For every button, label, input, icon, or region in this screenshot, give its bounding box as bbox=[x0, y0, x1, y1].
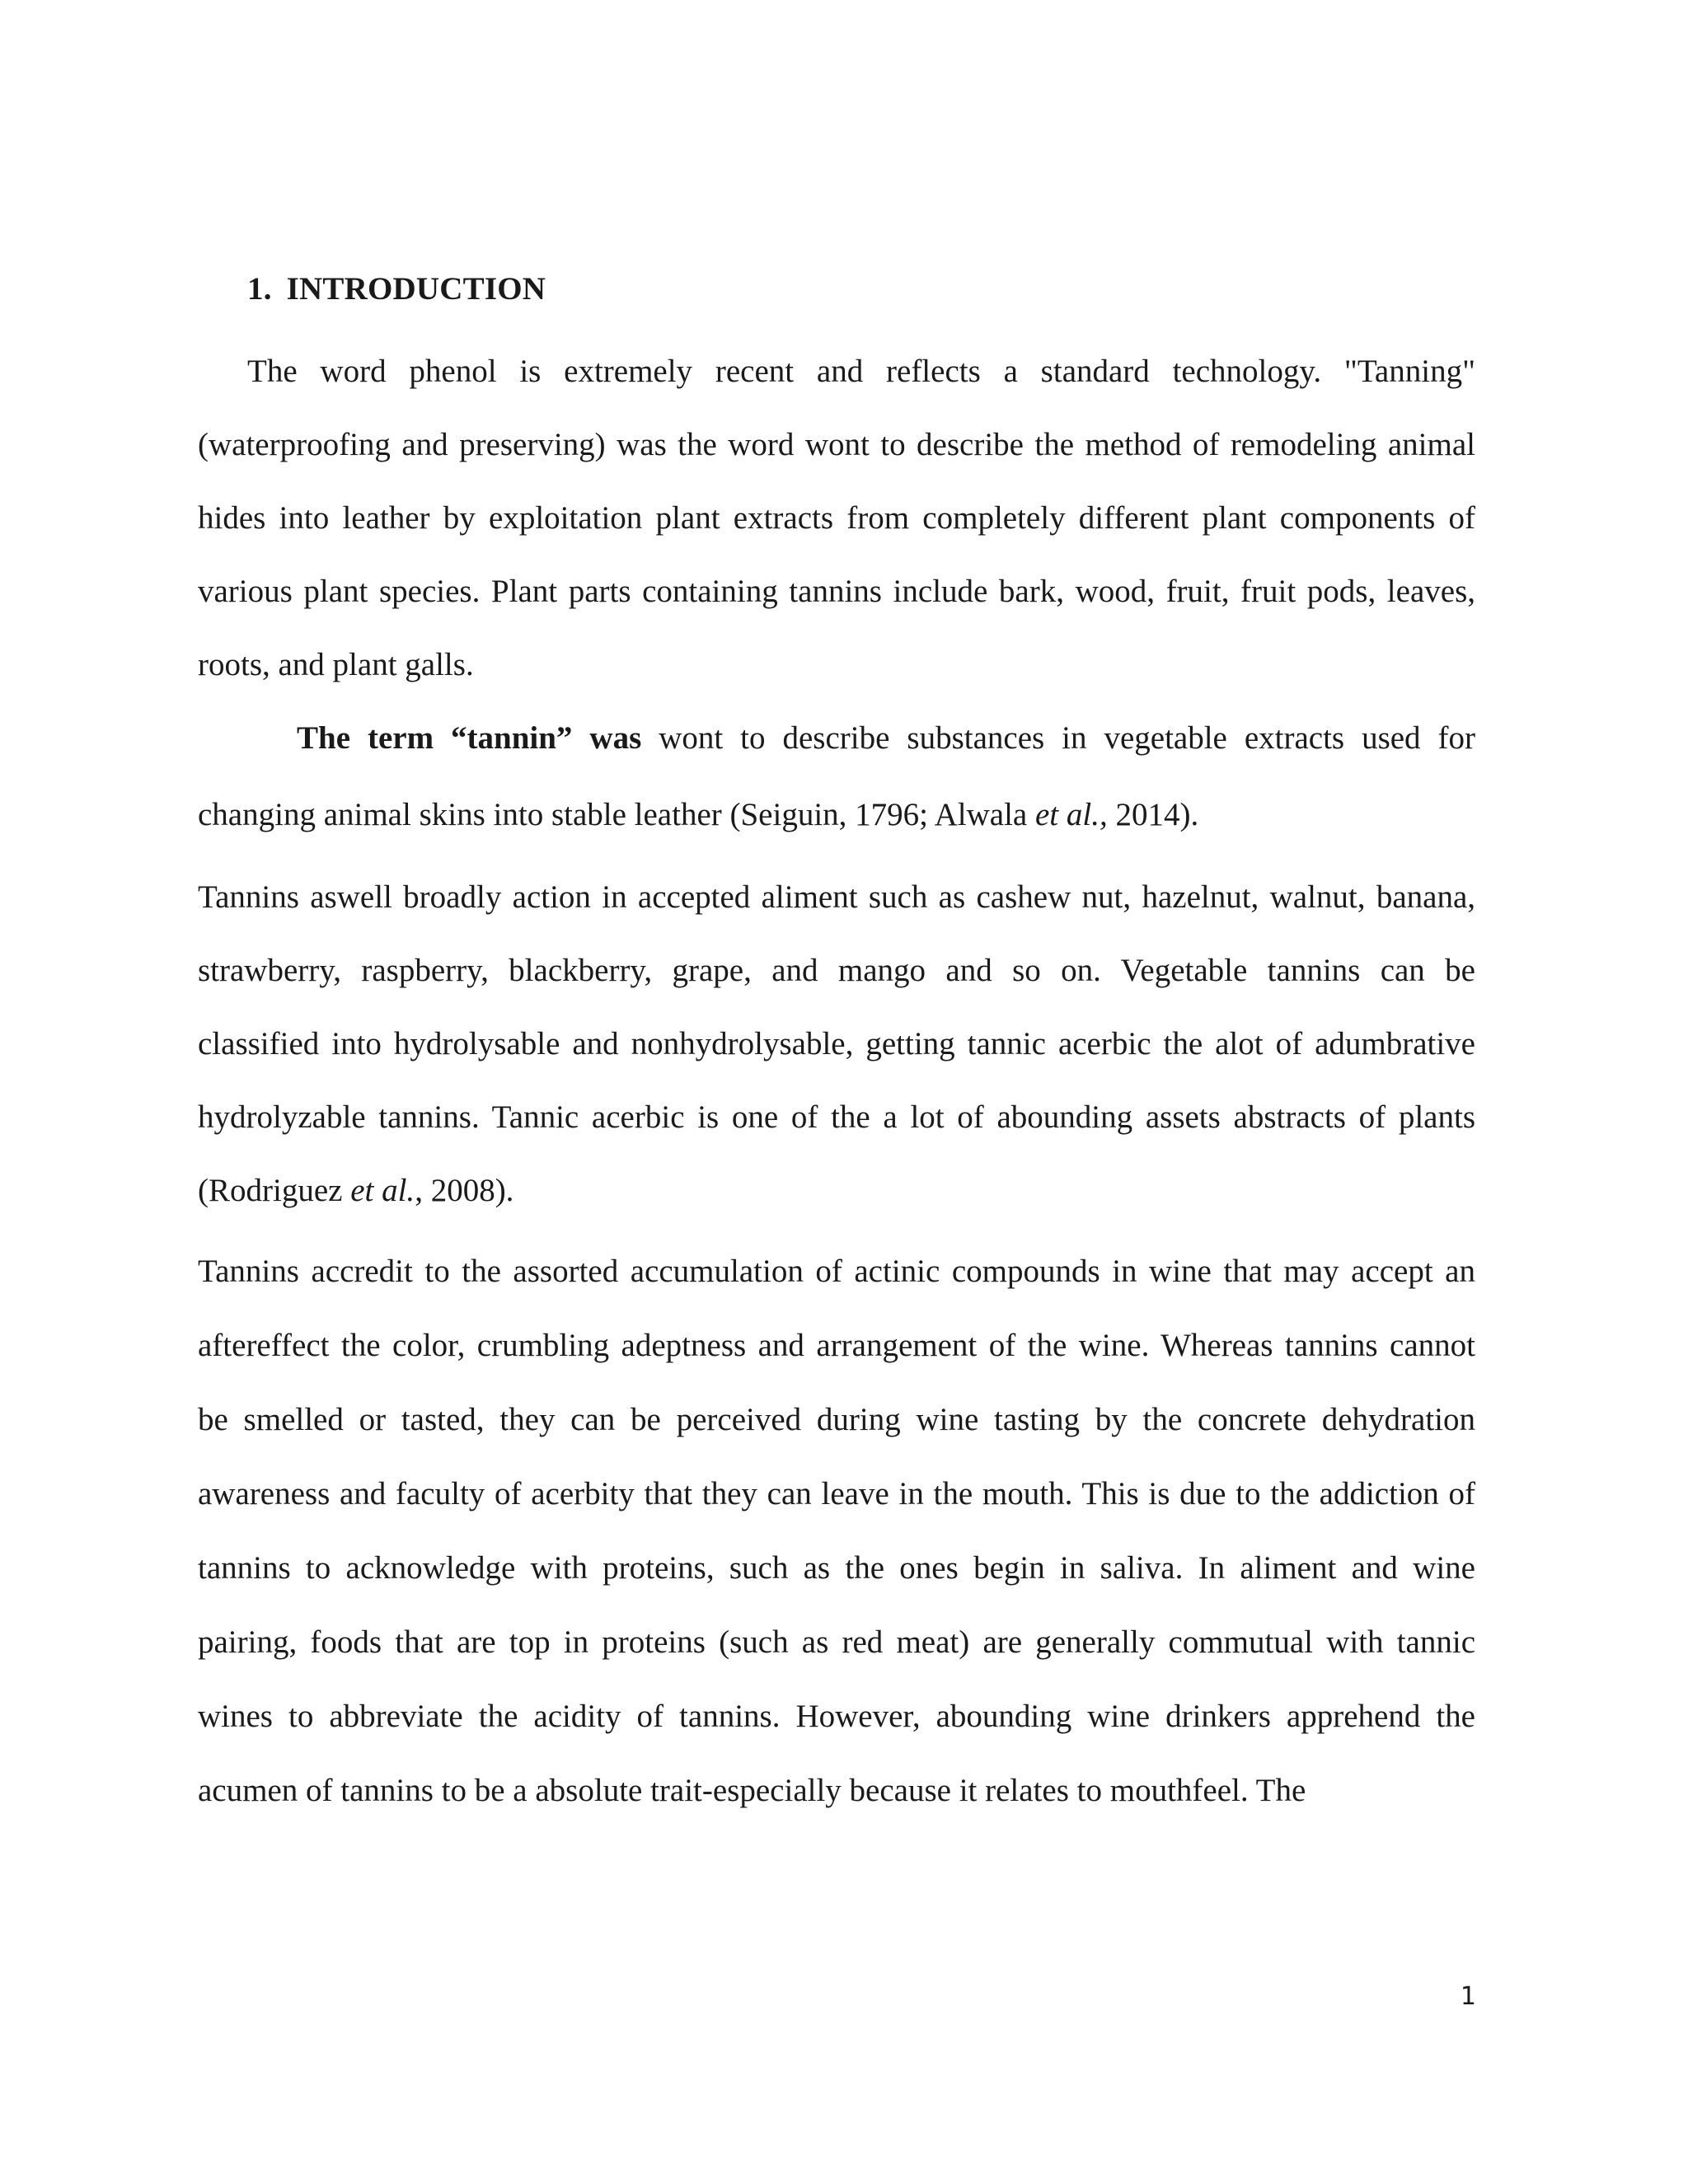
paragraph-1-line-4: various plant species. Plant parts containing tannins include bark, wood, fruit, fruit pods, leaves, bbox=[198, 574, 1475, 609]
paragraph-3-line-1: Tannins aswell broadly action in accepted aliment such as cashew nut, hazelnut, walnut, banana, bbox=[198, 879, 1475, 915]
paragraph-4-line-5: tannins to acknowledge with proteins, such as the ones begin in saliva. In aliment and wine bbox=[198, 1550, 1475, 1586]
citation-year: , 2008). bbox=[415, 1173, 514, 1208]
paragraph-4-line-4: awareness and faculty of acerbity that they can leave in the mouth. This is due to the addiction of bbox=[198, 1476, 1475, 1511]
section-title: INTRODUCTION bbox=[286, 271, 546, 307]
paragraph-2-line-2 bbox=[198, 795, 1475, 835]
paragraph-4-line-6: pairing, foods that are top in proteins (such as red meat) are generally commutual with tannic bbox=[198, 1624, 1475, 1660]
citation-text: (Rodriguez bbox=[198, 1173, 351, 1208]
section-heading bbox=[247, 269, 546, 309]
paragraph-3-line-5 bbox=[198, 1171, 1475, 1211]
paragraph-1-line-5: roots, and plant galls. bbox=[198, 647, 474, 682]
paragraph-4-line-7: wines to abbreviate the acidity of tannins. However, abounding wine drinkers apprehend the bbox=[198, 1699, 1475, 1734]
citation-italic: et al. bbox=[350, 1173, 415, 1208]
citation-text: changing animal skins into stable leather (Seiguin, 1796; Alwala bbox=[198, 797, 1035, 832]
paragraph-4-line-3: be smelled or tasted, they can be perceived during wine tasting by the concrete dehydration bbox=[198, 1402, 1475, 1437]
paragraph-3-line-4: hydrolyzable tannins. Tannic acerbic is one of the a lot of abounding assets abstracts of plants bbox=[198, 1099, 1475, 1135]
paragraph-1-line-1: The word phenol is extremely recent and reflects a standard technology. "Tanning" bbox=[247, 354, 1475, 389]
section-number: 1. bbox=[247, 271, 272, 307]
paragraph-4-line-8: acumen of tannins to be a absolute trait-especially because it relates to mouthfeel. The bbox=[198, 1773, 1306, 1808]
page-number: 1 bbox=[1460, 1982, 1476, 2011]
paragraph-3-line-3: classified into hydrolysable and nonhydrolysable, getting tannic acerbic the alot of adumbrative bbox=[198, 1026, 1475, 1062]
paragraph-2-line-1 bbox=[297, 719, 1475, 758]
paragraph-3-line-2: strawberry, raspberry, blackberry, grape, and mango and so on. Vegetable tannins can be bbox=[198, 953, 1475, 988]
citation-year: 2014). bbox=[1107, 797, 1199, 832]
paragraph-1-line-3: hides into leather by exploitation plant extracts from completely different plant components of bbox=[198, 500, 1475, 536]
citation-italic: et al., bbox=[1034, 797, 1108, 832]
paragraph-1-line-2: (waterproofing and preserving) was the word wont to describe the method of remodeling animal bbox=[198, 427, 1475, 462]
paragraph-2-line-1-rest: wont to describe substances in vegetable extracts used for bbox=[641, 720, 1475, 756]
paragraph-4-line-1: Tannins accredit to the assorted accumulation of actinic compounds in wine that may accept an bbox=[198, 1254, 1475, 1289]
paragraph-4-line-2: aftereffect the color, crumbling adeptness and arrangement of the wine. Whereas tannins cannot bbox=[198, 1328, 1475, 1363]
bold-term-phrase: The term “tannin” was bbox=[297, 720, 642, 756]
